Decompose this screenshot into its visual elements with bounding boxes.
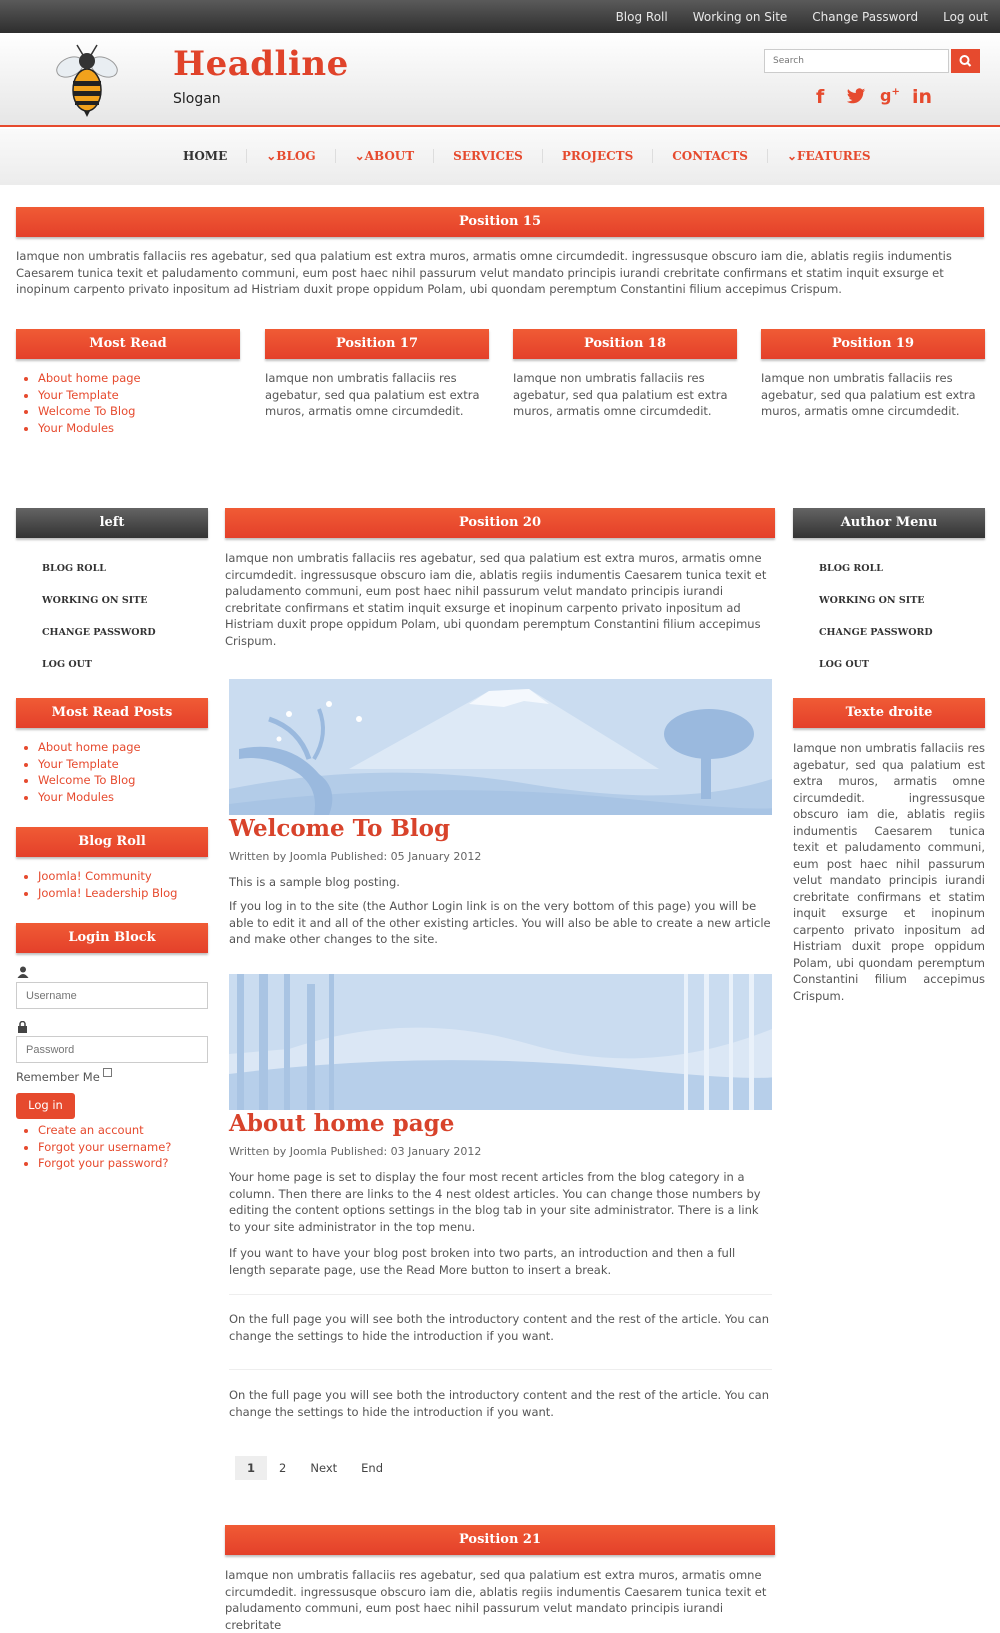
module-header-position-17: Position 17: [265, 329, 489, 359]
list-item[interactable]: • Your Template: [38, 387, 238, 404]
top-nav-log-out[interactable]: Log out: [943, 9, 988, 24]
pagination: [235, 1456, 395, 1480]
top-bar: [0, 0, 1000, 33]
divider: [229, 1294, 772, 1295]
search-input[interactable]: [764, 49, 949, 73]
menu-item-label: HOME: [183, 149, 228, 163]
chevron-down-icon: ⌄: [786, 149, 798, 163]
top-nav-blog-roll[interactable]: Blog Roll: [615, 9, 668, 24]
module-header-position-21: Position 21: [225, 1525, 775, 1555]
left-nav-blog-roll[interactable]: BLOG ROLL: [42, 563, 106, 574]
list-item[interactable]: • Joomla! Community: [38, 868, 208, 885]
article-paragraph: If you want to have your blog post broken into two parts, an introduction and then a full length separate page, use the Read More button to insert a break.: [229, 1246, 736, 1277]
list-item[interactable]: • Welcome To Blog: [38, 403, 238, 420]
divider: [229, 1369, 772, 1370]
page-2-button[interactable]: 2: [279, 1461, 287, 1475]
most-read-posts-list: [18, 739, 208, 805]
top-nav-working-on-site[interactable]: Working on Site: [692, 9, 788, 24]
module-header-position-20: Position 20: [225, 508, 775, 538]
list-item[interactable]: • Joomla! Leadership Blog: [38, 885, 208, 902]
position-17-text: Iamque non umbratis fallaciis res agebatur, sed qua palatium est extra muros, armatis omne circumdedit.: [265, 371, 480, 418]
most-read-list: [18, 370, 238, 436]
bamboo-landscape-illustration: [229, 974, 772, 1110]
list-item[interactable]: • Your Modules: [38, 420, 238, 437]
menu-item-features[interactable]: [768, 149, 890, 163]
chevron-down-icon: ⌄: [266, 149, 277, 163]
chevron-down-icon: ⌄: [354, 149, 365, 163]
author-nav-working-on-site[interactable]: WORKING ON SITE: [819, 595, 925, 606]
lock-icon: [17, 1021, 28, 1033]
position-19-text: Iamque non umbratis fallaciis res agebatur, sed qua palatium est extra muros, armatis omne circumdedit.: [761, 371, 976, 418]
menu-item-label: SERVICES: [453, 149, 523, 163]
search-icon: [951, 49, 980, 73]
main-menu: [164, 149, 890, 163]
article-banner-image: [229, 974, 772, 1110]
module-header-most-read-posts: Most Read Posts: [16, 698, 208, 728]
menu-item-blog[interactable]: [247, 149, 335, 163]
article-title[interactable]: About home page: [229, 1110, 455, 1137]
username-input[interactable]: [16, 982, 208, 1009]
password-input[interactable]: [16, 1036, 208, 1063]
mountain-blossom-illustration: [229, 679, 772, 815]
twitter-icon[interactable]: [846, 86, 866, 111]
site-slogan: Slogan: [173, 91, 221, 107]
module-header-author-menu: Author Menu: [793, 508, 985, 538]
left-nav-working-on-site[interactable]: WORKING ON SITE: [42, 595, 148, 606]
module-header-position-18: Position 18: [513, 329, 737, 359]
menu-item-home[interactable]: [164, 149, 247, 163]
article-paragraph: On the full page you will see both the introductory content and the rest of the article. You can change the settings to hide the introduction if you want.: [229, 1388, 769, 1419]
article-meta: Written by Joomla Published: 05 January 2012: [229, 850, 482, 863]
bee-logo-icon[interactable]: [52, 41, 122, 117]
texte-droite-text: Iamque non umbratis fallaciis res agebatur, sed qua palatium est extra muros, armatis omne circumdedit. ingressusque obscuro iam die, ablatis regiis indumentis Caesarem tunica texit et paludamento communi, eum post haec nihil passurum velut mandato principis iurandi crebritate confirmans et statim inquit exsurge et inopinum carpento privato inpositum ad Histriam duxit prope oppidum Polam, ubi quondam peremptum Constantini filium accepimus Crispum.: [793, 741, 985, 1003]
position-15-text: Iamque non umbratis fallaciis res agebatur, sed qua palatium est extra muros, armatis omne circumdedit. ingressusque obscuro iam die, ablatis regiis indumentis Caesarem tunica texit et paludamento communi, eum post haec nihil passurum velut mandato principis iurandi crebritate confirmans et statim inquit exsurge et inopinum carpento privato inpositum ad Histriam duxit prope oppidum Polam, ubi quondam peremptum Constantini filium accepimus Crispum.: [16, 249, 952, 296]
position-20-text: Iamque non umbratis fallaciis res agebatur, sed qua palatium est extra muros, armatis omne circumdedit. ingressusque obscuro iam die, ablatis regiis indumentis Caesarem tunica texit et paludamento communi, eum post haec nihil passurum velut mandato principis iurandi crebritate confirmans et statim inquit exsurge et inopinum carpento privato inpositum ad Histriam duxit prope oppidum Polam, ubi quondam peremptum Constantini filium accepimus Crispum.: [225, 551, 767, 648]
google-plus-icon[interactable]: g+: [880, 86, 900, 105]
menu-item-contacts[interactable]: [653, 149, 768, 163]
menu-item-services[interactable]: [434, 149, 543, 163]
left-nav-change-password[interactable]: CHANGE PASSWORD: [42, 627, 156, 638]
menu-item-label: FEATURES: [797, 149, 871, 163]
remember-me-checkbox[interactable]: [103, 1068, 112, 1077]
menu-item-label: CONTACTS: [672, 149, 748, 163]
module-header-position-19: Position 19: [761, 329, 985, 359]
position-18-text: Iamque non umbratis fallaciis res agebatur, sed qua palatium est extra muros, armatis omne circumdedit.: [513, 371, 728, 418]
menu-item-projects[interactable]: [543, 149, 653, 163]
module-header-texte-droite: Texte droite: [793, 698, 985, 728]
next-page-button[interactable]: Next: [310, 1461, 338, 1475]
list-item[interactable]: • Create an account: [38, 1122, 208, 1139]
module-header-blog-roll: Blog Roll: [16, 827, 208, 857]
menu-item-about[interactable]: [336, 149, 435, 163]
login-button[interactable]: Log in: [16, 1093, 75, 1119]
linkedin-icon[interactable]: in: [912, 86, 933, 108]
list-item[interactable]: • About home page: [38, 370, 238, 387]
search-button[interactable]: [951, 49, 980, 73]
article-banner-image: [229, 679, 772, 815]
remember-me-label: Remember Me: [16, 1068, 112, 1086]
author-nav-blog-roll[interactable]: BLOG ROLL: [819, 563, 883, 574]
menu-item-label: BLOG: [276, 149, 316, 163]
left-nav-log-out[interactable]: LOG OUT: [42, 659, 93, 670]
login-links: [18, 1122, 208, 1172]
article-title[interactable]: Welcome To Blog: [229, 815, 451, 842]
menu-item-label: ABOUT: [364, 149, 415, 163]
top-nav-change-password[interactable]: Change Password: [812, 9, 919, 24]
twitter-bird-shape: [846, 86, 866, 106]
top-nav: [591, 0, 988, 33]
left-nav: [42, 563, 156, 691]
list-item[interactable]: • Your Template: [38, 756, 208, 773]
user-icon: [17, 966, 29, 978]
list-item[interactable]: • About home page: [38, 739, 208, 756]
author-nav: [819, 563, 933, 691]
list-item[interactable]: • Forgot your password?: [38, 1155, 208, 1172]
blog-roll-list: [18, 868, 208, 901]
article-paragraph: On the full page you will see both the introductory content and the rest of the article. You can change the settings to hide the introduction if you want.: [229, 1312, 769, 1343]
module-header-login-block: Login Block: [16, 923, 208, 953]
list-item[interactable]: • Forgot your username?: [38, 1139, 208, 1156]
author-nav-log-out[interactable]: LOG OUT: [819, 659, 870, 670]
position-21-text: Iamque non umbratis fallaciis res agebatur, sed qua palatium est extra muros, armatis omne circumdedit. ingressusque obscuro iam die, ablatis regiis indumentis Caesarem tunica texit et paludamento communi, eum post haec nihil passurum velut mandato principis iurandi crebritate: [225, 1568, 767, 1632]
list-item[interactable]: • Welcome To Blog: [38, 772, 208, 789]
article-paragraph: If you log in to the site (the Author Login link is on the very bottom of this page) you will be able to edit it and all of the other existing articles. You will also be able to create a new article and make other changes to the site.: [229, 899, 771, 946]
article-paragraph: This is a sample blog posting.: [229, 875, 400, 889]
facebook-icon[interactable]: f: [816, 86, 825, 108]
module-header-most-read: Most Read: [16, 329, 240, 359]
module-header-left: left: [16, 508, 208, 538]
menu-item-label: PROJECTS: [561, 149, 634, 163]
site-header: [0, 33, 1000, 127]
article-paragraph: Your home page is set to display the four most recent articles from the blog category in a column. Then there are links to the 4 nest oldest articles. You can change those numbers by editing the content options settings in the blog tab in your site administrator. There is a link to your site administrator in the top menu.: [229, 1170, 761, 1234]
main-menu-bar: [0, 129, 1000, 185]
author-nav-change-password[interactable]: CHANGE PASSWORD: [819, 627, 933, 638]
article-meta: Written by Joomla Published: 03 January 2012: [229, 1145, 482, 1158]
list-item[interactable]: • Your Modules: [38, 789, 208, 806]
page-1-button[interactable]: 1: [235, 1456, 267, 1480]
site-headline[interactable]: Headline: [173, 44, 349, 84]
end-page-button[interactable]: End: [361, 1461, 383, 1475]
module-header-position-15: Position 15: [16, 207, 984, 237]
